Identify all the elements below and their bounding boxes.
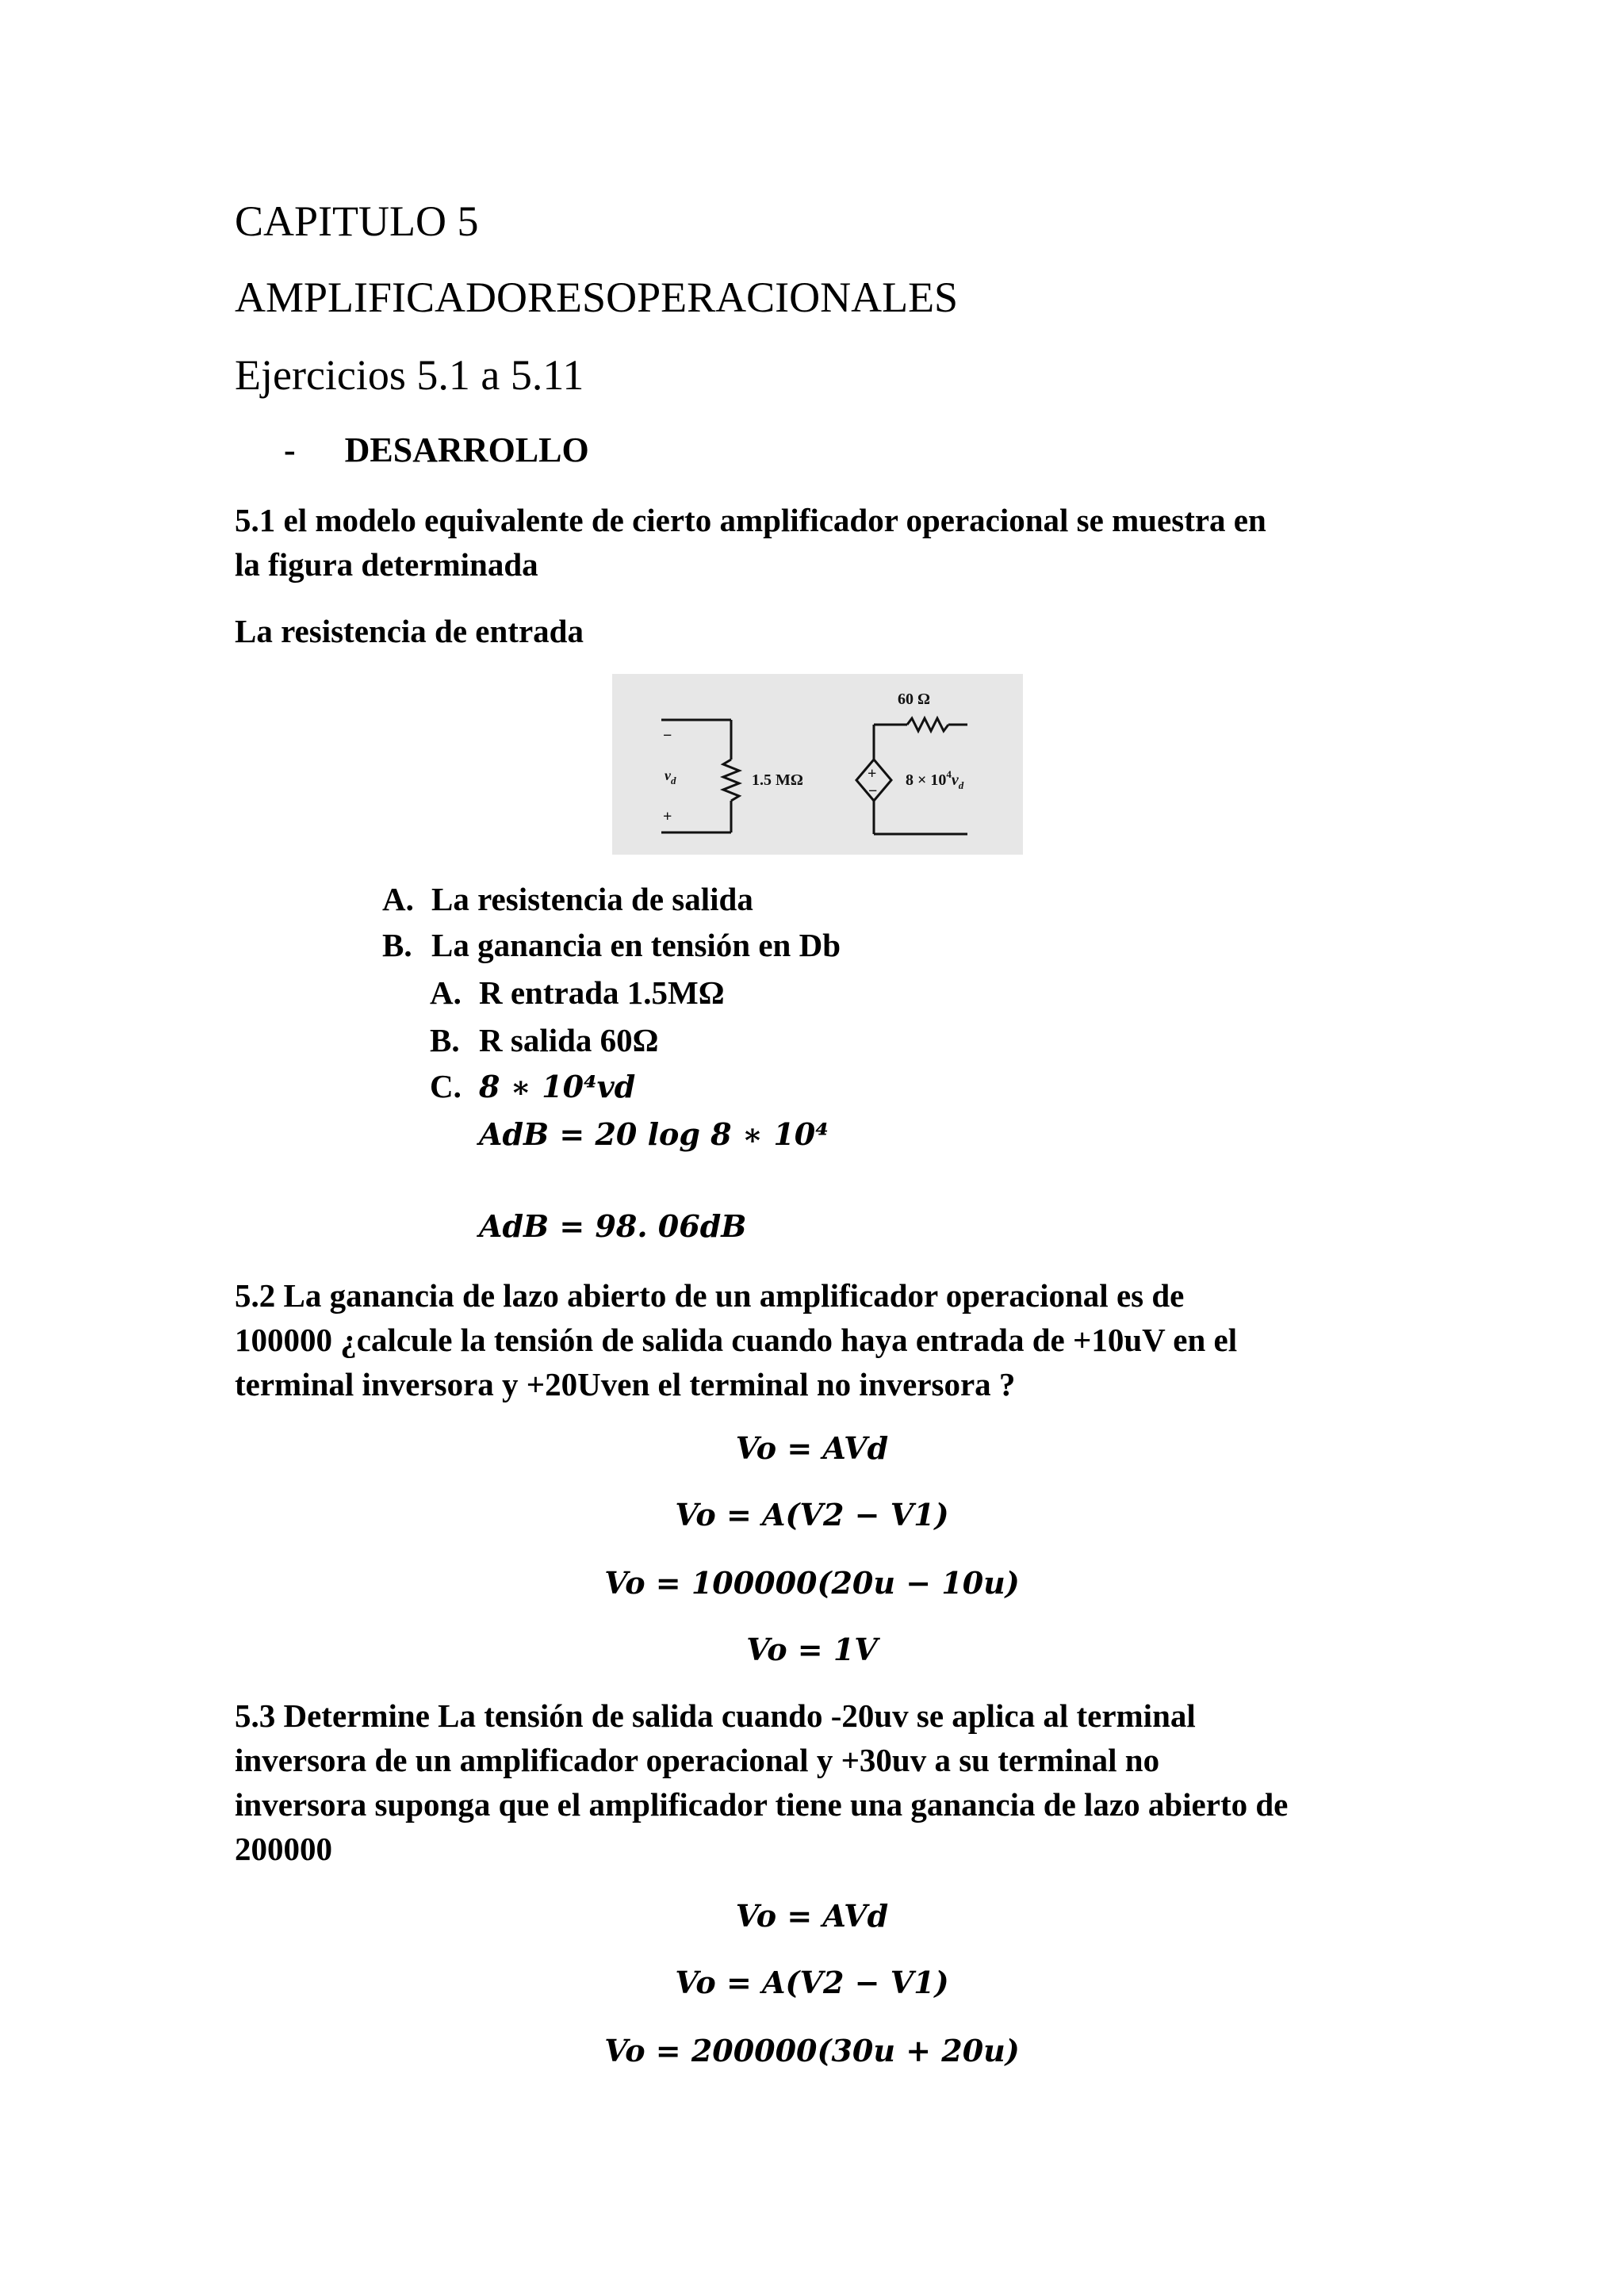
section-label: DESARROLLO	[344, 430, 589, 469]
ex3-equation-3: Vo = 200000(30u + 20u)	[604, 2033, 1020, 2068]
ex3-equation-2: Vo = A(V2 − V1)	[675, 1965, 949, 2000]
ex3-statement-line1: 5.3 Determine La tensión de salida cuando -20uv se aplica al terminal	[235, 1697, 1196, 1734]
ex2-statement-line2: 100000 ¿calcule la tensión de salida cuando haya entrada de +10uV en el	[235, 1322, 1238, 1358]
ex1-item-a: A. La resistencia de salida	[382, 881, 753, 917]
circuit-diagram	[612, 674, 1023, 855]
ex1-db-formula: AdB = 20 log 8 ∗ 10⁴	[479, 1116, 829, 1152]
chapter-title: CAPITULO 5	[235, 197, 479, 245]
ex1-statement-line1: 5.1 el modelo equivalente de cierto amplificador operacional se muestra en	[235, 502, 1266, 538]
ex1-answer-a: A. R entrada 1.5MΩ	[430, 974, 725, 1011]
ex2-statement-line1: 5.2 La ganancia de lazo abierto de un amplificador operacional es de	[235, 1277, 1185, 1314]
ex3-equation-1: Vo = AVd	[735, 1898, 889, 1934]
source-minus-sign: −	[868, 783, 878, 800]
ex2-statement-line3: terminal inversora y +20Uven el terminal no inversora ?	[235, 1366, 1016, 1402]
input-resistance-label: 1.5 MΩ	[752, 771, 803, 789]
dependent-source-label: $8 \times 10^4v_d$	[906, 768, 964, 791]
input-resistor	[723, 760, 739, 801]
ex1-answer-c: C. 8 ∗ 10⁴vd	[430, 1068, 636, 1104]
section-heading	[284, 430, 589, 470]
ex1-item-b: B. La ganancia en tensión en Db	[382, 927, 841, 963]
ex2-equation-3: Vo = 100000(20u − 10u)	[604, 1565, 1020, 1601]
ex1-statement-line3: La resistencia de entrada	[235, 613, 584, 649]
ex3-statement-line4: 200000	[235, 1831, 332, 1867]
source-plus-sign: +	[868, 765, 877, 783]
ex2-equation-2: Vo = A(V2 − V1)	[675, 1497, 949, 1533]
ex1-db-result: AdB = 98. 06dB	[479, 1208, 747, 1244]
subject-title: AMPLIFICADORESOPERACIONALES	[235, 274, 959, 321]
ex3-statement-line2: inversora de un amplificador operacional y +30uv a su terminal no	[235, 1742, 1160, 1778]
opamp-equivalent-circuit-figure	[612, 674, 1023, 855]
ex1-statement-line2: la figura determinada	[235, 546, 538, 583]
ex3-statement-line3: inversora suponga que el amplificador tiene una ganancia de lazo abierto de	[235, 1786, 1289, 1823]
exercise-range-title: Ejercicios 5.1 a 5.11	[235, 351, 584, 399]
input-minus-label: −	[663, 727, 672, 744]
section-dash: -	[284, 430, 296, 469]
vd-label: $v_d$	[665, 767, 676, 786]
output-resistor	[907, 718, 948, 731]
ex2-equation-1: Vo = AVd	[735, 1430, 889, 1466]
ex1-answer-b: B. R salida 60Ω	[430, 1022, 659, 1058]
ex2-equation-4: Vo = 1V	[746, 1632, 878, 1667]
output-resistance-label: 60 Ω	[898, 691, 931, 708]
input-plus-label: +	[663, 808, 672, 825]
